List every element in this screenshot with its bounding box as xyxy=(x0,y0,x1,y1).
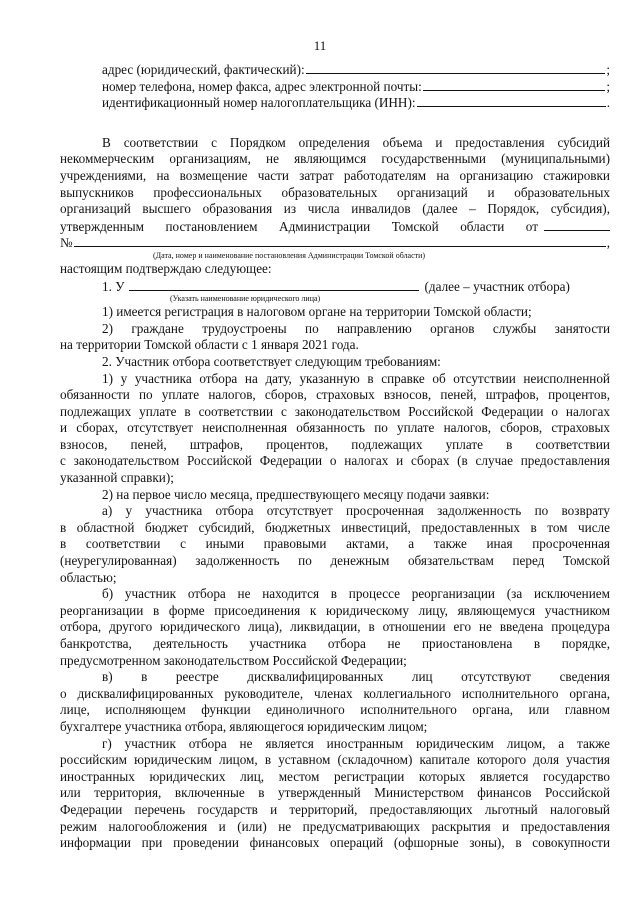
confirm-text: настоящим подтверждаю следующее: xyxy=(60,260,272,276)
text-line: бухгалтере участника отбора, являющегося юридическим лицом; xyxy=(60,718,428,734)
text-line: (неурегулированная) задолженность по денежным обязательствам перед Томской xyxy=(60,553,610,569)
text-line: обязанности по уплате налогов, сборов, страховых взносов, пеней, штрафов, процентов, xyxy=(60,387,610,403)
caption-org: (Указать наименование юридического лица) xyxy=(170,294,321,304)
text-line: российским юридическим лицом, в уставном (складочном) капитале которого доля участия xyxy=(60,752,610,768)
text-line: взносов, пеней, штрафов, процентов, подлежащих уплате в соответствии xyxy=(60,436,610,452)
text-line: областью; xyxy=(60,569,117,585)
document-body xyxy=(60,61,610,852)
intro-line: некоммерческим организациям, не являющимся государственными (муниципальными) xyxy=(60,151,610,167)
number-sign: № xyxy=(60,235,73,251)
text-line: с законодательством Российской Федерации о налогах и сборах (в случае предоставления xyxy=(60,453,610,469)
item1-suffix: (далее – участник отбора) xyxy=(424,278,570,294)
header-field-label: адрес (юридический, фактический): xyxy=(102,62,305,77)
resolution-fill-line xyxy=(74,234,606,247)
body-text xyxy=(60,304,610,852)
text-line: или территория, включенные в утвержденный Министерством финансов Российской xyxy=(60,785,610,801)
text-line: в областной бюджет субсидий, бюджетных инвестиций, предоставленных в том числе xyxy=(60,519,610,535)
resolution-number-line xyxy=(60,234,610,251)
header-field-row xyxy=(60,78,610,95)
intro-paragraph xyxy=(60,135,610,218)
header-field-label: идентификационный номер налогоплательщика (ИНН): xyxy=(102,95,416,111)
header-field-end: ; xyxy=(606,78,610,94)
header-field-row xyxy=(60,94,610,111)
number-end: , xyxy=(606,235,610,251)
header-field-label: номер телефона, номер факса, адрес электронной почты: xyxy=(102,78,422,94)
text-line: 2. Участник отбора соответствует следующим требованиям: xyxy=(102,353,441,369)
text-line: лице, исполняющем функции единоличного исполнительного органа, или главном xyxy=(60,702,610,718)
text-line: Федерации перечень государств и территорий, предоставляющих льготный налоговый xyxy=(60,801,610,817)
text-line: режим налогообложения и (или) не предусматривающих раскрытия и предоставления xyxy=(60,818,610,834)
item1-prefix: 1. У xyxy=(102,278,125,294)
text-line: а) у участника отбора отсутствует просроченная задолженность по возврату xyxy=(102,503,610,519)
header-field-end: ; xyxy=(606,62,610,77)
text-line: предусмотренном законодательством Российской Федерации; xyxy=(60,652,407,668)
text-line: в соответствии с иными правовыми актами, а также иная просроченная xyxy=(60,536,610,552)
intro-last-line xyxy=(60,218,610,235)
org-fill-line xyxy=(129,278,419,291)
text-line: иностранных юридических лиц, местом регистрации которых является государство xyxy=(60,768,610,784)
caption-resolution: (Дата, номер и наименование постановления Администрации Томской области) xyxy=(153,250,426,260)
text-line: о дисквалифицированных руководителе, членах коллегиального исполнительного органа, xyxy=(60,685,610,701)
text-line: 1) у участника отбора на дату, указанную в справке об отсутствии неисполненной xyxy=(102,370,610,386)
page-number: 11 xyxy=(313,38,327,53)
intro-line: выпускников профессиональных образовательных организаций и образовательных xyxy=(60,184,610,200)
intro-line: В соответствии с Порядком определения объема и предоставления субсидий xyxy=(102,134,610,150)
text-line: реорганизации в форме присоединения к юридическому лицу, являющемуся участником xyxy=(60,602,610,618)
header-field-fill-line xyxy=(417,94,606,107)
header-field-fill-line xyxy=(306,61,606,74)
header-fields xyxy=(60,61,610,111)
text-line: банкротства, деятельность участника отбора не приостановлена в порядке, xyxy=(60,636,610,651)
text-line: подлежащих уплате в соответствии с законодательством Российской Федерации о налогах xyxy=(60,403,610,419)
item1-line xyxy=(60,278,610,295)
text-line: информации при проведении финансовых операций (офшорные зоны), в совокупности xyxy=(60,835,610,851)
text-line: б) участник отбора не находится в процессе реорганизации (за исключением xyxy=(102,586,610,602)
intro-line: организаций высшего образования из числа инвалидов (далее – Порядок, субсидия), xyxy=(60,201,610,217)
text-line: 1) имеется регистрация в налоговом органе на территории Томской области; xyxy=(102,304,532,320)
text-line: и сборах, отсутствует неисполненная обязанность по уплате налогов, сборов, страховых xyxy=(60,420,610,436)
header-field-fill-line xyxy=(423,78,606,91)
text-line: 2) граждане трудоустроены по направлению органов службы занятости xyxy=(102,320,610,336)
text-line: указанной справки); xyxy=(60,470,174,486)
header-field-end: . xyxy=(606,95,610,111)
text-line: г) участник отбора не является иностранным юридическим лицом, а также xyxy=(102,735,610,751)
intro-last-prefix: утвержденным постановлением Администрации Томской области от xyxy=(60,218,538,234)
intro-line: учреждениями, на возмещение части затрат работодателям на организацию стажировки xyxy=(60,167,610,183)
text-line: 2) на первое число месяца, предшествующего месяцу подачи заявки: xyxy=(102,486,490,502)
text-line: в) в реестре дисквалифицированных лиц отсутствуют сведения xyxy=(102,669,610,685)
text-line: отбора, другого юридического лица), ликвидации, в отношении его не введена процедура xyxy=(60,619,610,635)
date-fill-line xyxy=(544,218,610,231)
header-field-row xyxy=(60,61,610,78)
text-line: на территории Томской области с 1 января 2021 года. xyxy=(60,337,359,353)
